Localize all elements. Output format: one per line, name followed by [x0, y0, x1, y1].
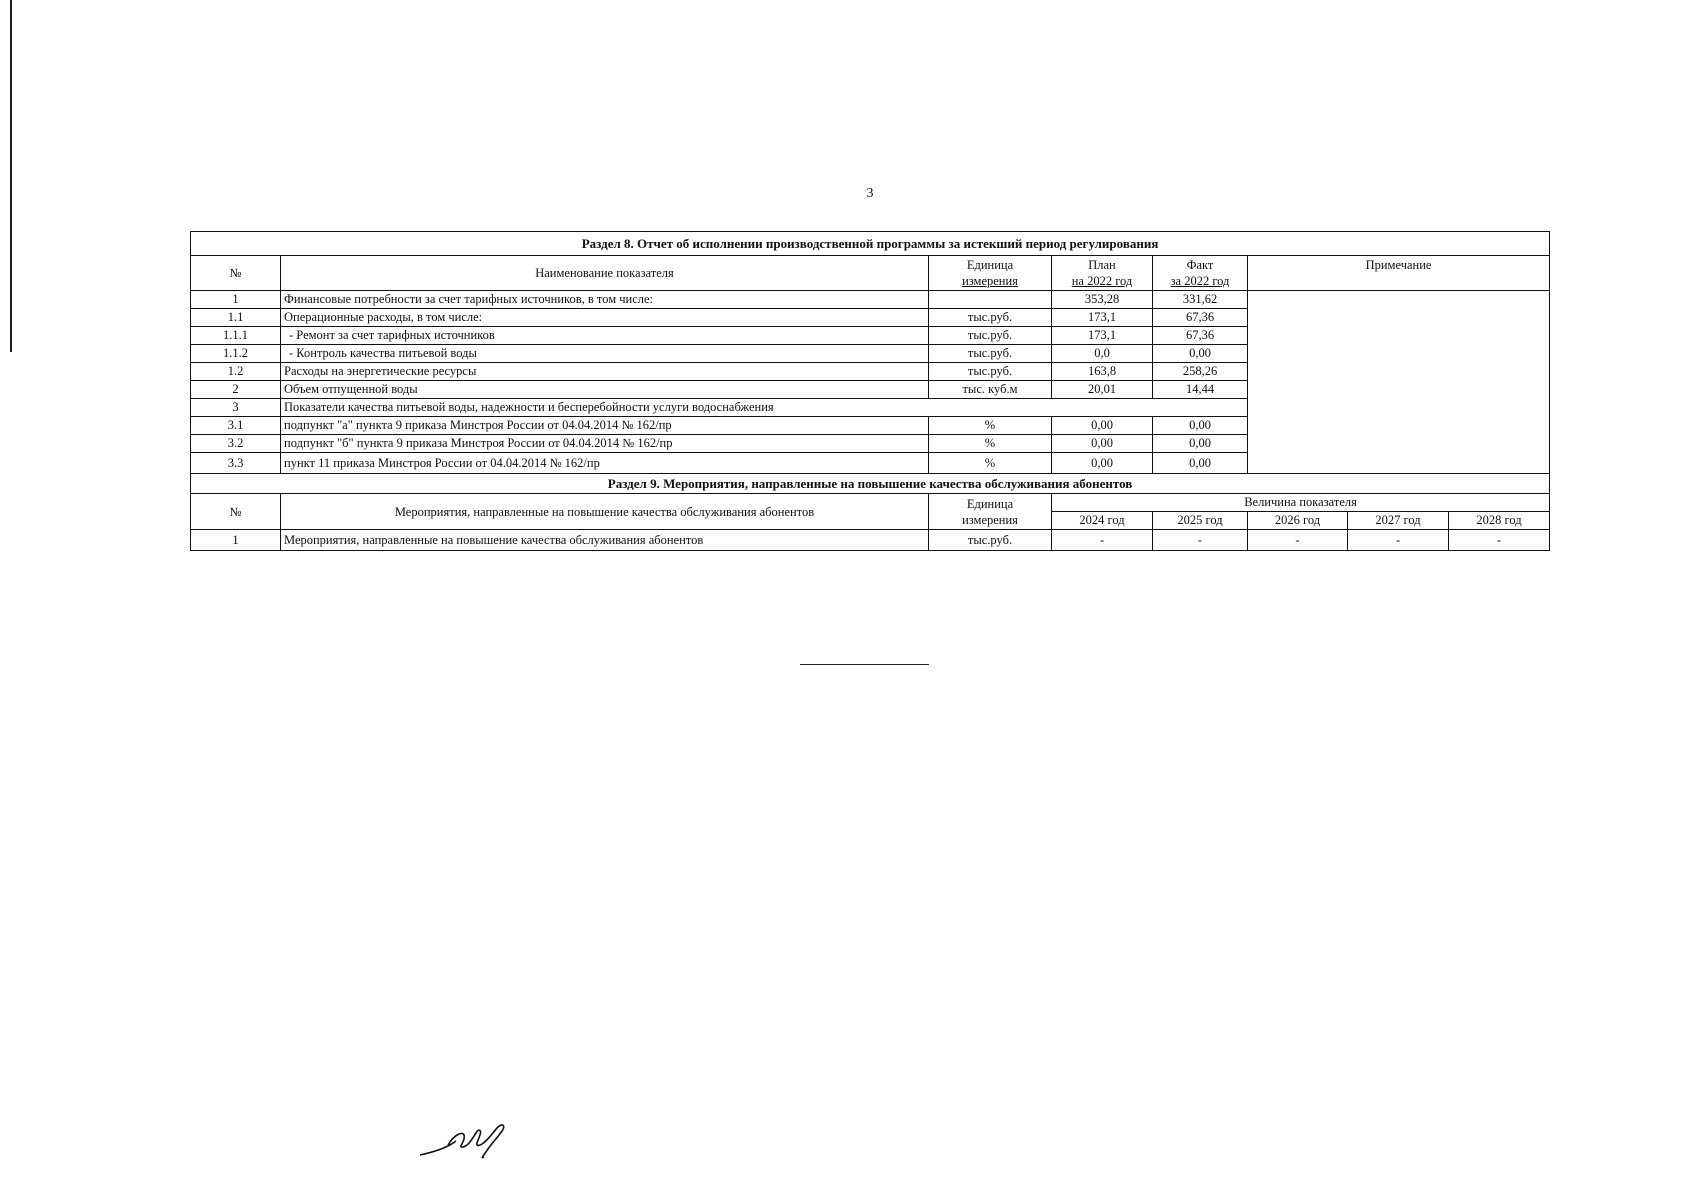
section9-title: Раздел 9. Мероприятия, направленные на повышение качества обслуживания абонентов: [191, 474, 1550, 494]
row-name: Объем отпущенной воды: [281, 381, 929, 399]
row-fact: 67,36: [1153, 309, 1248, 327]
page-number: 3: [866, 186, 874, 201]
row-unit: тыс.руб.: [929, 363, 1052, 381]
row-plan: 173,1: [1052, 309, 1153, 327]
row-num: 1.2: [191, 363, 281, 381]
header-num: №: [191, 256, 281, 291]
row-unit: тыс.руб.: [929, 309, 1052, 327]
header-value-group: Величина показателя: [1052, 494, 1550, 512]
row-fact: 258,26: [1153, 363, 1248, 381]
header-fact-line1: Факт: [1186, 258, 1214, 272]
header-unit: [929, 494, 1052, 530]
row-fact: 14,44: [1153, 381, 1248, 399]
header-year-2028: 2028 год: [1449, 512, 1550, 530]
closing-line: [800, 664, 929, 665]
row-name: пункт 11 приказа Минстроя России от 04.04.2014 № 162/пр: [281, 453, 929, 474]
header-plan-line1: План: [1088, 258, 1116, 272]
header-unit-line2: измерения: [962, 274, 1018, 288]
header-unit-line1: Единица: [966, 258, 1014, 272]
header-name: Мероприятия, направленные на повышение качества обслуживания абонентов: [281, 494, 929, 530]
left-margin-line: [10, 0, 12, 352]
row-name: Показатели качества питьевой воды, надежности и бесперебойности услуги водоснабжения: [281, 399, 1248, 417]
row-plan: 20,01: [1052, 381, 1153, 399]
row-name: подпункт "б" пункта 9 приказа Минстроя России от 04.04.2014 № 162/пр: [281, 435, 929, 453]
row-value-2027: -: [1348, 530, 1449, 551]
row-num: 1.1.2: [191, 345, 281, 363]
row-num: 1: [191, 291, 281, 309]
row-plan: 0,0: [1052, 345, 1153, 363]
header-year-2026: 2026 год: [1248, 512, 1348, 530]
row-fact: 0,00: [1153, 345, 1248, 363]
section9-header-row: [191, 494, 1550, 512]
row-unit: %: [929, 417, 1052, 435]
header-plan: [1052, 256, 1153, 291]
row-plan: 353,28: [1052, 291, 1153, 309]
row-value-2025: -: [1153, 530, 1248, 551]
header-year-2025: 2025 год: [1153, 512, 1248, 530]
section9-title-row: [191, 474, 1550, 494]
signature-mark: [418, 1121, 528, 1161]
row-unit: тыс.руб.: [929, 345, 1052, 363]
header-name: Наименование показателя: [281, 256, 929, 291]
header-unit-line1: Единица: [966, 496, 1014, 511]
row-plan: 0,00: [1052, 435, 1153, 453]
row-fact: 0,00: [1153, 453, 1248, 474]
row-num: 3.3: [191, 453, 281, 474]
row-unit: тыс.руб.: [929, 530, 1052, 551]
section8-title-row: [191, 232, 1550, 256]
row-fact: 331,62: [1153, 291, 1248, 309]
row-name: Расходы на энергетические ресурсы: [281, 363, 929, 381]
row-num: 3: [191, 399, 281, 417]
row-unit: тыс. куб.м: [929, 381, 1052, 399]
header-plan-line2: на 2022 год: [1071, 274, 1133, 288]
row-plan: 163,8: [1052, 363, 1153, 381]
header-fact: [1153, 256, 1248, 291]
row-name: Операционные расходы, в том числе:: [281, 309, 929, 327]
report-table: [190, 231, 1550, 551]
header-year-2024: 2024 год: [1052, 512, 1153, 530]
header-unit: [929, 256, 1052, 291]
row-plan: 173,1: [1052, 327, 1153, 345]
row-name: Мероприятия, направленные на повышение качества обслуживания абонентов: [281, 530, 929, 551]
row-plan: 0,00: [1052, 417, 1153, 435]
row-unit: тыс.руб.: [929, 327, 1052, 345]
row-num: 3.1: [191, 417, 281, 435]
row-fact: 0,00: [1153, 417, 1248, 435]
row-fact: 67,36: [1153, 327, 1248, 345]
row-num: 3.2: [191, 435, 281, 453]
row-unit: %: [929, 453, 1052, 474]
table-row: [191, 530, 1550, 551]
section8-header-row: [191, 256, 1550, 291]
row-value-2026: -: [1248, 530, 1348, 551]
row-num: 1: [191, 530, 281, 551]
row-name: подпункт "а" пункта 9 приказа Минстроя России от 04.04.2014 № 162/пр: [281, 417, 929, 435]
row-name: - Ремонт за счет тарифных источников: [281, 327, 929, 345]
section8-title: Раздел 8. Отчет об исполнении производственной программы за истекший период регулирования: [191, 232, 1550, 256]
row-value-2028: -: [1449, 530, 1550, 551]
header-fact-line2: за 2022 год: [1170, 274, 1230, 288]
row-unit: %: [929, 435, 1052, 453]
header-note: Примечание: [1248, 256, 1550, 291]
row-value-2024: -: [1052, 530, 1153, 551]
row-unit: [929, 291, 1052, 309]
table-row: [191, 291, 1550, 309]
row-plan: 0,00: [1052, 453, 1153, 474]
header-year-2027: 2027 год: [1348, 512, 1449, 530]
header-num: №: [191, 494, 281, 530]
note-cell: [1248, 291, 1550, 474]
header-unit-line2: измерения: [962, 512, 1018, 527]
row-name: - Контроль качества питьевой воды: [281, 345, 929, 363]
row-fact: 0,00: [1153, 435, 1248, 453]
row-num: 1.1: [191, 309, 281, 327]
row-name: Финансовые потребности за счет тарифных источников, в том числе:: [281, 291, 929, 309]
row-num: 1.1.1: [191, 327, 281, 345]
row-num: 2: [191, 381, 281, 399]
